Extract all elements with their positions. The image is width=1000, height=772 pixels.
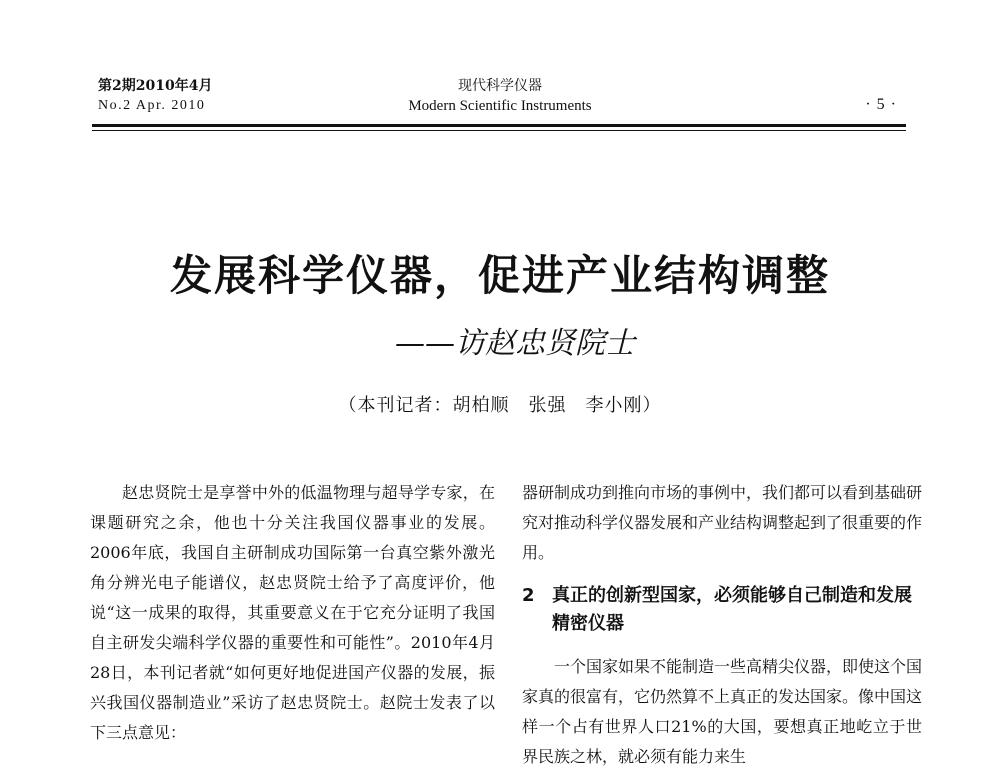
left-column bbox=[90, 478, 495, 748]
section-title: 真正的创新型国家，必须能够自己制造和发展精密仪器 bbox=[552, 585, 912, 634]
continued-paragraph: 器研制成功到推向市场的事例中，我们都可以看到基础研究对推动科学仪器发展和产业结构调整起到了很重要的作用。 bbox=[522, 483, 923, 562]
journal-name-cn: 现代科学仪器 bbox=[458, 78, 542, 94]
article-title: 发展科学仪器，促进产业结构调整 bbox=[169, 251, 830, 300]
section-paragraph: 一个国家如果不能制造一些高精尖仪器，即使这个国家真的很富有，它仍然算不上真正的发达国家。像中国这样一个占有世界人口21%的大国，要想真正地屹立于世界民族之林，就必须有能力来生 bbox=[522, 657, 923, 766]
journal-name bbox=[330, 76, 670, 116]
header-rule-thin bbox=[92, 130, 906, 131]
section-number: 2 bbox=[522, 585, 535, 606]
journal-issue-info bbox=[98, 76, 212, 116]
issue-date-cn: 第2期2010年4月 bbox=[98, 78, 213, 94]
issue-date-en: No.2 Apr. 2010 bbox=[98, 98, 206, 113]
right-column bbox=[522, 478, 922, 772]
header-rule-thick bbox=[92, 124, 906, 127]
intro-paragraph: 赵忠贤院士是享誉中外的低温物理与超导学专家，在课题研究之余，他也十分关注我国仪器事业的发展。2006年底，我国自主研制成功国际第一台真空紫外激光角分辨光电子能谱仪，赵忠贤院士给予了高度评价，他说“这一成果的取得，其重要意义在于它充分证明了我国自主研发尖端科学仪器的重要性和可能性”。2010年4月28日，本刊记者就“如何更好地促进国产仪器的发展，振兴我国仪器制造业”采访了赵忠贤院士。赵院士发表了以下三点意见： bbox=[90, 483, 495, 742]
page-number: ·5· bbox=[865, 96, 902, 113]
article-subtitle: ——访赵忠贤院士 bbox=[395, 326, 635, 361]
article-reporters: （本刊记者：胡柏顺 张强 李小刚） bbox=[338, 395, 662, 416]
section-heading bbox=[522, 582, 922, 638]
journal-name-en: Modern Scientific Instruments bbox=[408, 98, 592, 114]
